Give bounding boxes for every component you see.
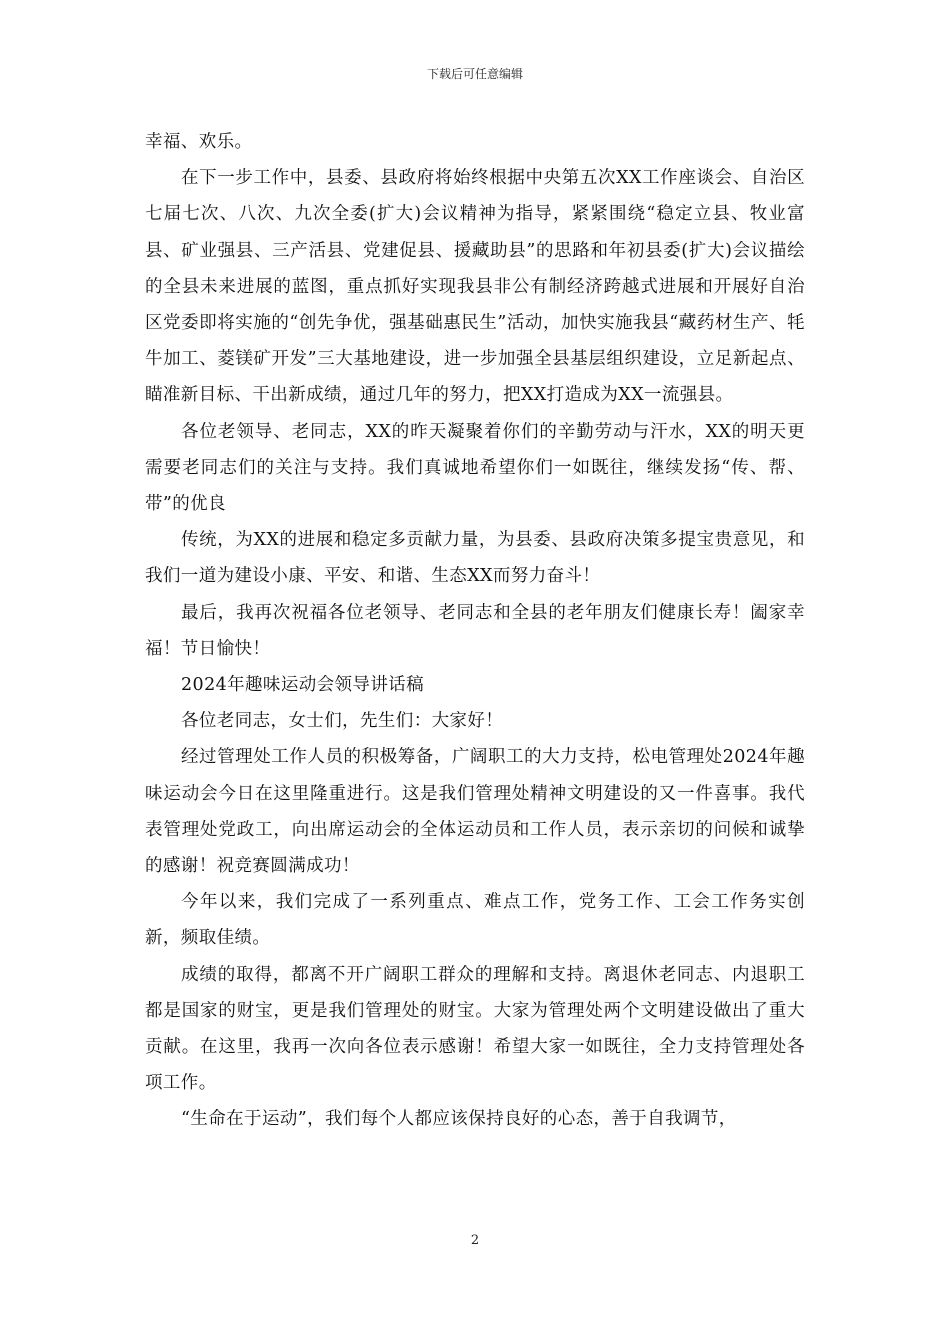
- page-header-note: 下载后可任意编辑: [426, 67, 523, 81]
- paragraph: 在下一步工作中，县委、县政府将始终根据中央第五次XX工作座谈会、自治区七届七次、八次、九次全委(扩大)会议精神为指导，紧紧围绕“稳定立县、牧业富县、矿业强县、三产活县、党建促县、援藏助县”的思路和年初县委(扩大)会议描绘的全县未来进展的蓝图，重点抓好实现我县非公有制经济跨越式进展和开展好自治区党委即将实施的“创先争优，强基础惠民生”活动，加快实施我县“藏药材生产、牦牛加工、菱镁矿开发”三大基地建设，进一步加强全县基层组织建设，立足新起点、瞄准新目标、干出新成绩，通过几年的努力，把XX打造成为XX一流强县。: [145, 168, 805, 406]
- paragraph: “生命在于运动”，我们每个人都应该保持良好的心态，善于自我调节，: [181, 1109, 737, 1130]
- paragraph: 各位老领导、老同志，XX的昨天凝聚着你们的辛勤劳动与汗水，XX的明天更需要老同志们的关注与支持。我们真诚地希望你们一如既往，继续发扬“传、帮、带”的优良: [145, 421, 805, 515]
- paragraph: 今年以来，我们完成了一系列重点、难点工作，党务工作、工会工作务实创新，频取佳绩。: [145, 892, 805, 949]
- salutation: 各位老同志，女士们，先生们：大家好！: [181, 711, 504, 732]
- page-number: 2: [470, 1233, 480, 1248]
- paragraph: 幸福、欢乐。: [145, 132, 253, 152]
- paragraph: 传统，为XX的进展和稳定多贡献力量，为县委、县政府决策多提宝贵意见，和我们一道为建设小康、平安、和谐、生态XX而努力奋斗！: [145, 530, 805, 587]
- paragraph: 成绩的取得，都离不开广阔职工群众的理解和支持。离退休老同志、内退职工都是国家的财宝，更是我们管理处的财宝。大家为管理处两个文明建设做出了重大贡献。在这里，我再一次向各位表示感谢！希望大家一如既往，全力支持管理处各项工作。: [145, 964, 805, 1094]
- section-title: 2024年趣味运动会领导讲话稿: [181, 675, 425, 696]
- document-body: [145, 124, 805, 1138]
- paragraph: 最后，我再次祝福各位老领导、老同志和全县的老年朋友们健康长寿！阖家幸福！节日愉快！: [145, 602, 805, 659]
- paragraph: 经过管理处工作人员的积极筹备，广阔职工的大力支持，松电管理处2024年趣味运动会今日在这里隆重进行。这是我们管理处精神文明建设的又一件喜事。我代表管理处党政工，向出席运动会的全体运动员和工作人员，表示亲切的问候和诚挚的感谢！祝竞赛圆满成功！: [145, 747, 805, 877]
